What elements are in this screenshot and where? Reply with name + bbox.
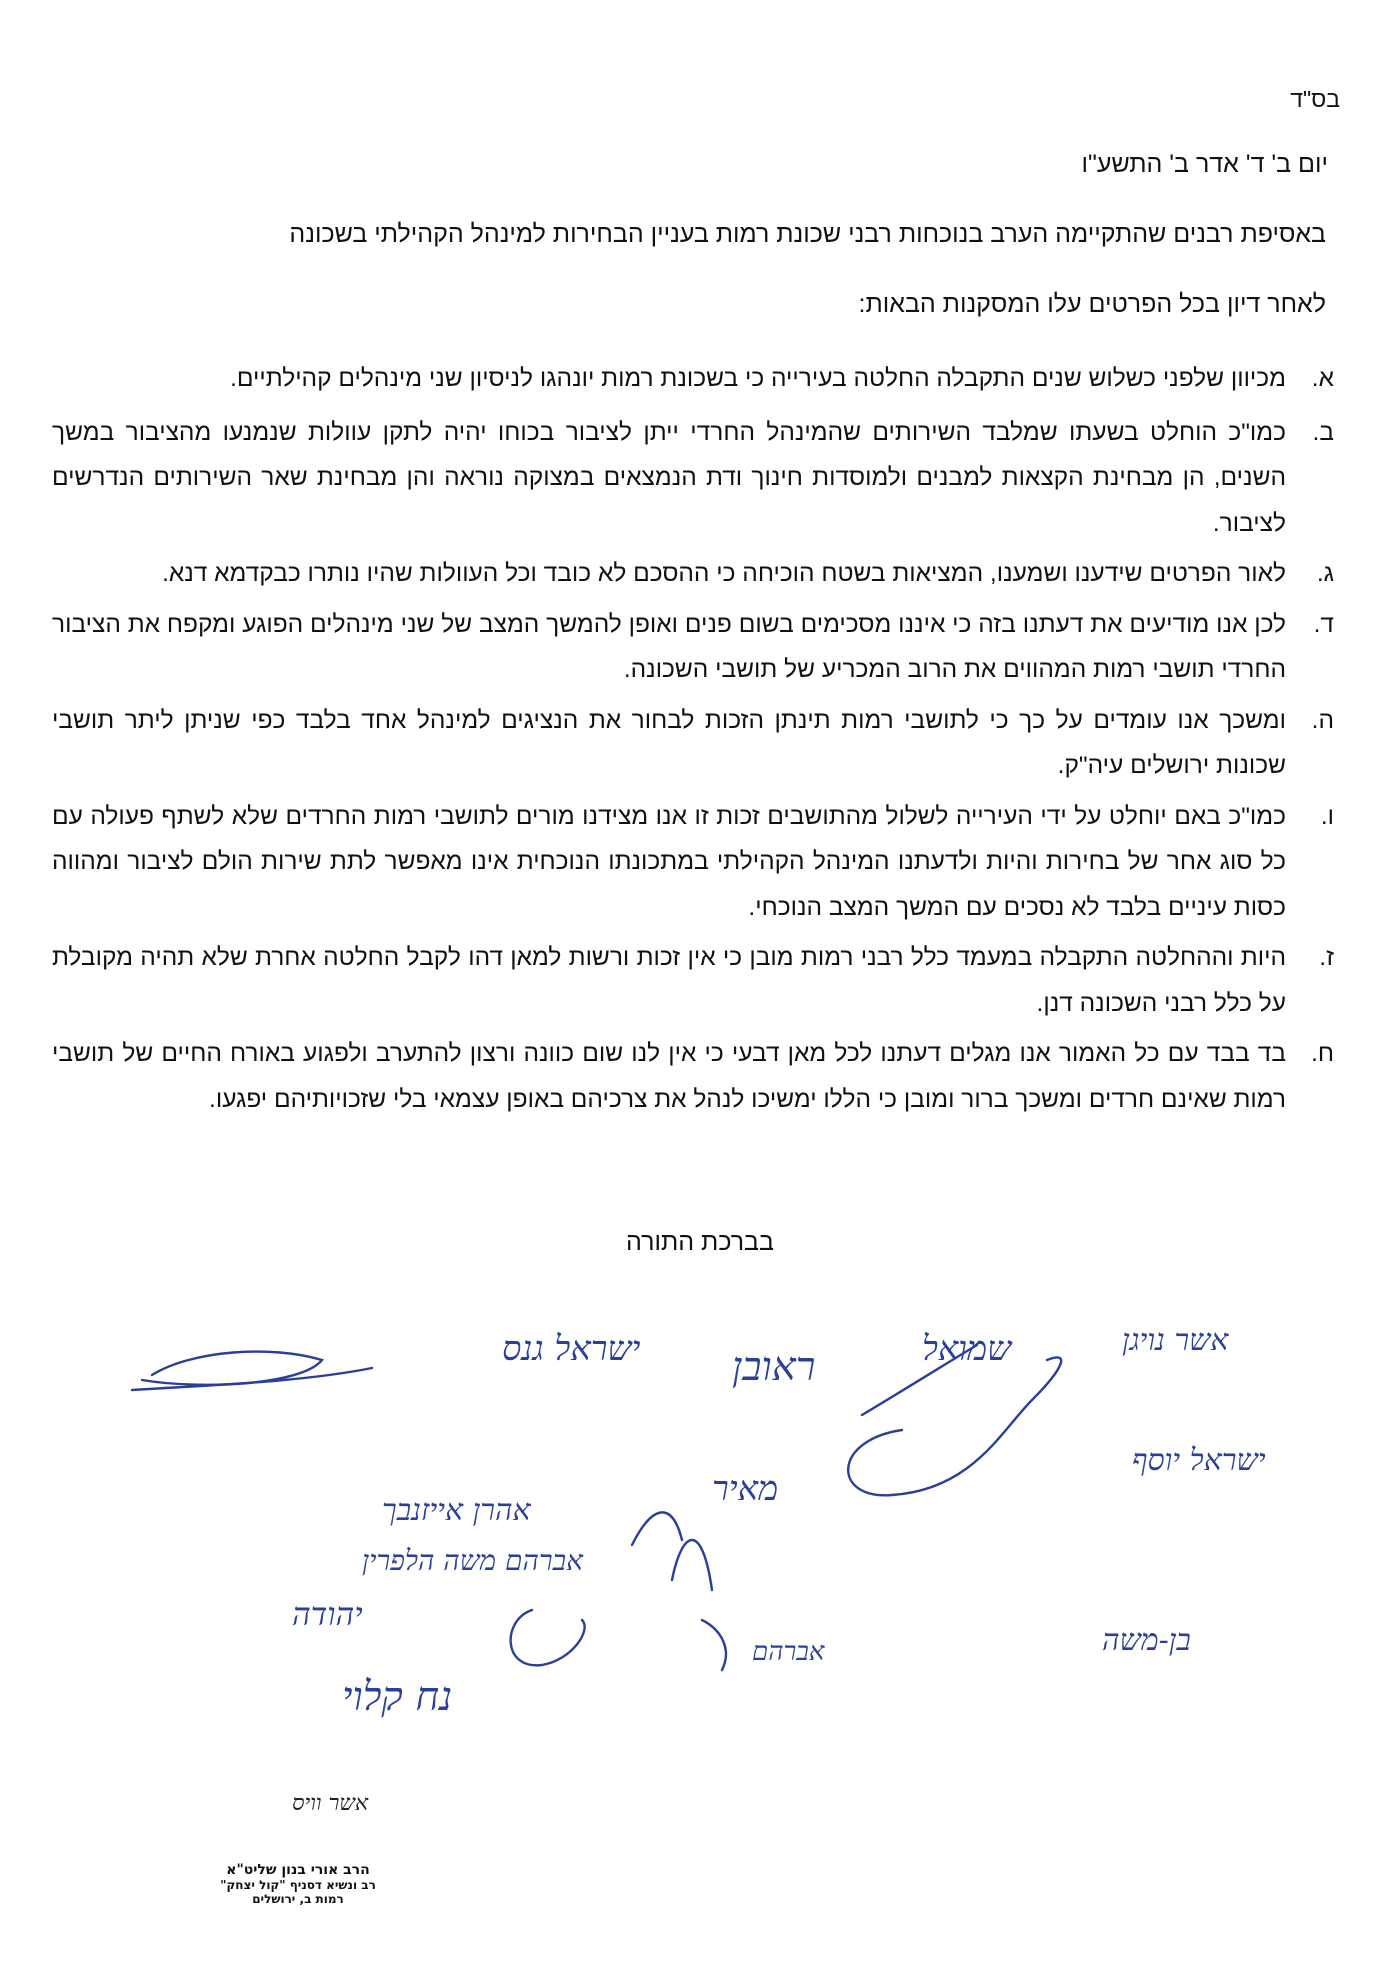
signature-names bbox=[292, 1323, 1266, 1816]
signature: אשר נויגן bbox=[1122, 1323, 1229, 1358]
item-letter: ג. bbox=[1316, 560, 1334, 587]
signature: אברהם משה הלפרין bbox=[362, 1544, 583, 1577]
item-text: מכיוון שלפני כשלוש שנים התקבלה החלטה בעירייה כי בשכונת רמות יונהגו לניסיון שני מינהלים קהילתיים. bbox=[230, 365, 1286, 392]
item-letter: ב. bbox=[1312, 418, 1334, 446]
list-item bbox=[52, 551, 1334, 597]
signature-strokes bbox=[132, 1345, 1061, 1670]
conclusions-heading: לאחר דיון בכל הפרטים עלו המסקנות הבאות: bbox=[858, 290, 1326, 318]
item-text: בד בבד עם כל האמור אנו מגלים דעתנו לכל מאן דבעי כי אין לנו שום כוונה ורצון להתערב ולפגוע באורח החיים של תושבי רמות שאינם חרדים ומשכך ברור ומובן כי הללו ימשיכו לנהל את צרכיהם באופן עצמאי בלי שזכויותיהם יפגעו. bbox=[52, 1040, 1286, 1113]
signature: אשר וויס bbox=[292, 1791, 369, 1816]
item-text: ומשכך אנו עומדים על כך כי לתושבי רמות תינתן הזכות לבחור את הנציגים למינהל אחד בלבד כפי שניתן ליתר תושבי שכונות ירושלים עיה"ק. bbox=[52, 706, 1286, 779]
bsd-header: בס"ד bbox=[1290, 86, 1340, 112]
item-letter: ו. bbox=[1320, 802, 1334, 830]
item-letter: א. bbox=[1311, 365, 1334, 392]
signature: שמואל bbox=[922, 1329, 1012, 1369]
stamp-line: רמות ב, ירושלים bbox=[252, 1892, 344, 1906]
item-text: לאור הפרטים שידענו ושמענו, המציאות בשטח הוכיחה כי ההסכם לא כובד וכל העוולות שהיו נותרו כבקדמא דנא. bbox=[162, 560, 1286, 587]
signature: יהודה bbox=[292, 1595, 363, 1633]
list-item bbox=[52, 410, 1334, 547]
item-text: היות וההחלטה התקבלה במעמד כלל רבני רמות מובן כי אין זכות ורשות למאן דהו לקבל החלטה אחרת שלא תהיה מקובלת על כלל רבני השכונה דנן. bbox=[52, 944, 1286, 1017]
list-item bbox=[52, 698, 1334, 789]
item-text: כמו"כ הוחלט בשעתו שמלבד השירותים שהמינהל החרדי ייתן לציבור בכוחו יהיה לתקן עוולות שנמנעו מהציבור במשך השנים, הן מבחינת הקצאות למבנים ולמוסדות חינוך ודת הנמצאים במצוקה נוראה והן מבחינת שאר השירותים הנדרשים לציבור. bbox=[52, 418, 1286, 537]
signature: ישראל יוסף bbox=[1132, 1443, 1266, 1478]
signature: מאיר bbox=[712, 1469, 779, 1509]
document-date: יום ב' ד' אדר ב' התשע"ו bbox=[1081, 150, 1328, 178]
list-item bbox=[52, 935, 1334, 1026]
signature: אהרן אייזנבך bbox=[382, 1493, 531, 1528]
signatures-area bbox=[72, 1290, 1340, 1940]
item-text: לכן אנו מודיעים את דעתנו בזה כי איננו מסכימים בשום פנים ואופן להמשך המצב של שני מינהלים הפוגע ומקפח את הציבור החרדי תושבי רמות המהווים את הרוב המכריע של תושבי השכונה. bbox=[52, 610, 1286, 683]
item-letter: ז. bbox=[1319, 944, 1334, 971]
list-item bbox=[52, 356, 1334, 402]
item-letter: ח. bbox=[1311, 1040, 1334, 1067]
signature: ישראל גנס bbox=[502, 1329, 641, 1369]
closing-blessing: בברכת התורה bbox=[626, 1228, 774, 1256]
item-text: כמו"כ באם יוחלט על ידי העירייה לשלול מהתושבים זכות זו אנו מצידנו מורים לתושבי רמות החרדים שלא לשתף פעולה עם כל סוג אחר של בחירות והיות ולדעתנו המינהל הקהילתי במתכונתו הנוכחית אינו מאפשר לתת שירות הולם לציבור ומהווה כסות עיניים בלבד לא נסכים עם המשך המצב הנוכחי. bbox=[52, 802, 1286, 921]
stamp-line: הרב אורי בנון שליט"א bbox=[226, 1862, 370, 1878]
signature: נח קלוי bbox=[342, 1674, 453, 1720]
signature: אברהם bbox=[752, 1637, 825, 1667]
conclusions-list bbox=[52, 356, 1334, 1122]
item-letter: ה. bbox=[1311, 706, 1334, 734]
intro-paragraph: באסיפת רבנים שהתקיימה הערב בנוכחות רבני שכונת רמות בעניין הבחירות למינהל הקהילתי בשכונה bbox=[289, 220, 1326, 248]
stamp-line: רב ונשיא דסניף "קול יצחק" bbox=[220, 1878, 376, 1892]
signature: בן-משה bbox=[1102, 1623, 1191, 1658]
rabbi-stamp bbox=[168, 1862, 428, 1906]
list-item bbox=[52, 602, 1334, 693]
item-letter: ד. bbox=[1313, 610, 1334, 638]
signature: ראובן bbox=[732, 1344, 816, 1390]
list-item bbox=[52, 1031, 1334, 1122]
list-item bbox=[52, 794, 1334, 931]
